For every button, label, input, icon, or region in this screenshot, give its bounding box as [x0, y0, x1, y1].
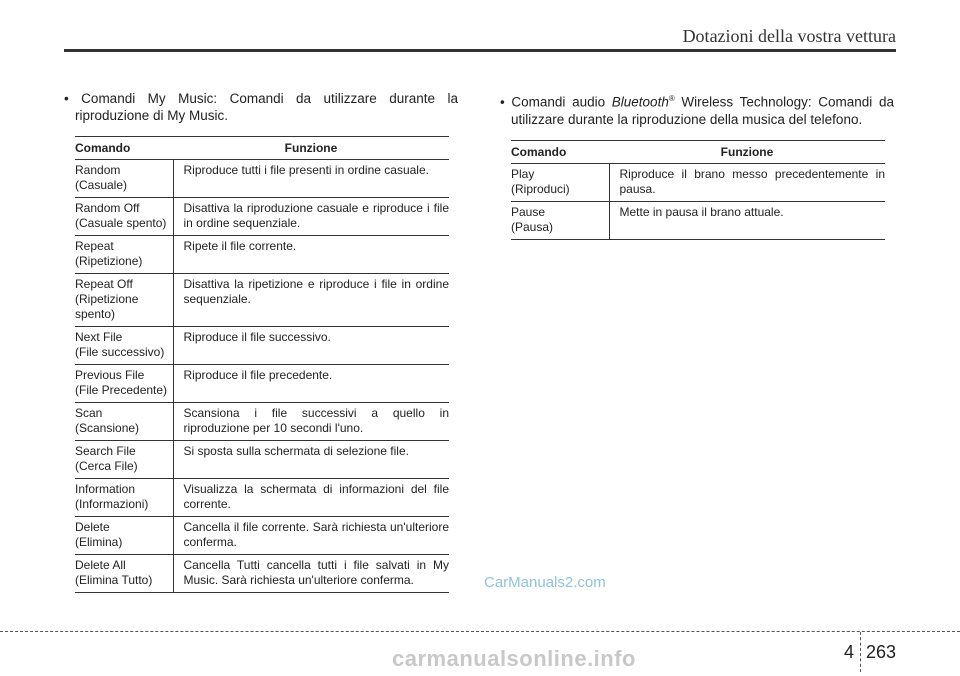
table-row — [75, 441, 449, 479]
function-cell: Si sposta sulla schermata di selezione file. — [173, 441, 449, 479]
table-row — [75, 327, 449, 365]
header-rule — [64, 49, 896, 52]
table-row — [75, 236, 449, 274]
bluetooth-intro — [500, 90, 894, 128]
table-header-row — [75, 137, 449, 160]
function-cell: Mette in pausa il brano attuale. — [609, 201, 885, 239]
bluetooth-commands-table — [511, 140, 885, 240]
bluetooth-brand: Bluetooth — [611, 94, 669, 110]
table-row — [511, 163, 885, 201]
column-header-function: Funzione — [173, 137, 449, 160]
table-row — [75, 365, 449, 403]
page-header-title: Dotazioni della vostra vettura — [682, 26, 896, 46]
function-cell: Visualizza la schermata di informazioni del file corrente. — [173, 479, 449, 517]
registered-mark: ® — [668, 94, 675, 103]
my-music-intro: • Comandi My Music: Comandi da utilizzare durante la riproduzione di My Music. — [64, 91, 458, 123]
page-number — [844, 632, 896, 672]
command-cell: Random Off (Casuale spento) — [75, 198, 173, 236]
command-cell: Scan (Scansione) — [75, 403, 173, 441]
watermark: CarManuals2.com — [484, 574, 606, 591]
function-cell: Riproduce il brano messo precedentemente in pausa. — [609, 163, 885, 201]
function-cell: Disattiva la ripetizione e riproduce i file in ordine sequenziale. — [173, 274, 449, 327]
table-row — [75, 403, 449, 441]
function-cell: Riproduce tutti i file presenti in ordine casuale. — [173, 160, 449, 198]
right-column — [500, 90, 894, 240]
table-row — [75, 479, 449, 517]
command-cell: Information (Informazioni) — [75, 479, 173, 517]
page-number-divider — [860, 632, 861, 672]
function-cell: Riproduce il file precedente. — [173, 365, 449, 403]
command-cell: Search File (Cerca File) — [75, 441, 173, 479]
bluetooth-intro-prefix: • Comandi audio — [500, 94, 612, 110]
site-watermark: carmanualsonline.info — [392, 646, 636, 671]
function-cell: Disattiva la riproduzione casuale e riproduce i file in ordine sequenziale. — [173, 198, 449, 236]
table-row — [75, 160, 449, 198]
command-cell: Delete (Elimina) — [75, 517, 173, 555]
function-cell: Riproduce il file successivo. — [173, 327, 449, 365]
command-cell: Repeat Off (Ripetizione spento) — [75, 274, 173, 327]
table-row — [511, 201, 885, 239]
command-cell: Next File (File successivo) — [75, 327, 173, 365]
footer-rule — [0, 631, 960, 632]
command-cell: Random (Casuale) — [75, 160, 173, 198]
left-column — [64, 90, 458, 593]
my-music-commands-table — [75, 136, 449, 593]
table-header-row — [511, 140, 885, 163]
table-row — [75, 555, 449, 593]
bluetooth-intro-suffix: Wireless Technology: Comandi da utilizzare durante la riproduzione della musica del telefono. — [511, 94, 894, 127]
table-row — [75, 198, 449, 236]
command-cell: Pause (Pausa) — [511, 201, 609, 239]
column-header-function: Funzione — [609, 140, 885, 163]
table-row — [75, 517, 449, 555]
function-cell: Scansiona i file successivi a quello in riproduzione per 10 secondi l'uno. — [173, 403, 449, 441]
function-cell: Ripete il file corrente. — [173, 236, 449, 274]
command-cell: Repeat (Ripetizione) — [75, 236, 173, 274]
command-cell: Delete All (Elimina Tutto) — [75, 555, 173, 593]
function-cell: Cancella il file corrente. Sarà richiesta un'ulteriore conferma. — [173, 517, 449, 555]
command-cell: Previous File (File Precedente) — [75, 365, 173, 403]
chapter-number: 4 — [843, 641, 854, 662]
function-cell: Cancella Tutti cancella tutti i file salvati in My Music. Sarà richiesta un'ulteriore conferma. — [173, 555, 449, 593]
page-number-value: 263 — [865, 641, 896, 662]
command-cell: Play (Riproduci) — [511, 163, 609, 201]
table-row — [75, 274, 449, 327]
column-header-command: Comando — [75, 137, 173, 160]
column-header-command: Comando — [511, 140, 609, 163]
